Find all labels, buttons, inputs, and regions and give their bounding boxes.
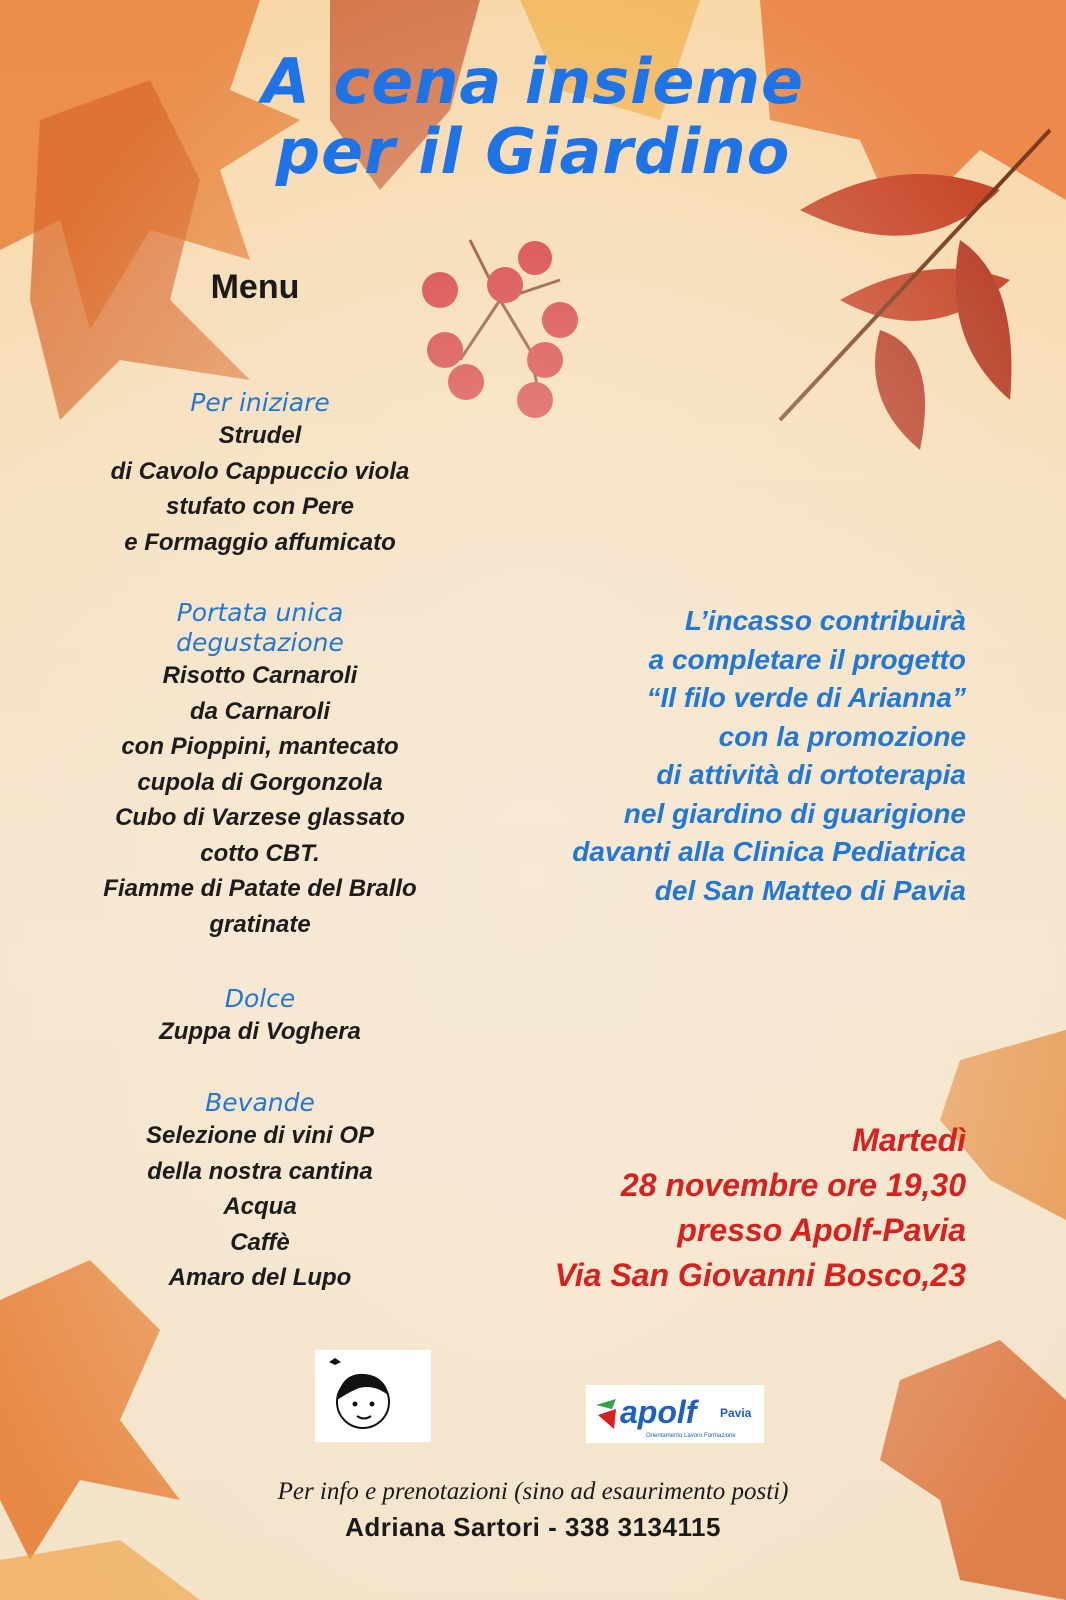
menu-section-dessert [50, 984, 470, 1050]
apolf-tagline: Orientamento Lavoro Formazione [646, 1433, 736, 1439]
footer-contact: Adriana Sartori - 338 3134115 [345, 1512, 721, 1542]
apolf-logo-mark-icon [586, 1385, 764, 1443]
section-title: Per iniziare [190, 388, 330, 417]
menu-item: Strudel [218, 422, 302, 449]
menu-section-starter [50, 388, 470, 560]
menu-item: Amaro del Lupo [168, 1264, 352, 1291]
footer-info: Per info e prenotazioni (sino ad esaurimento posti) [277, 1478, 789, 1505]
title-line-1: A cena insieme [261, 45, 805, 118]
menu-item: Selezione di vini OP [145, 1122, 375, 1149]
menu-item: Fiamme di Patate del Brallo [103, 875, 417, 902]
menu-section-main [50, 598, 470, 942]
menu-item: della nostra cantina [147, 1157, 373, 1185]
title-line-2: per il Giardino [275, 115, 791, 188]
project-line: “Il filo verde di Arianna” [646, 682, 966, 713]
project-line: nel giardino di guarigione [623, 797, 966, 829]
project-description [446, 602, 966, 910]
menu-item: stufato con Pere [165, 493, 355, 520]
event-venue: presso Apolf-Pavia [677, 1212, 966, 1248]
apolf-city: Pavia [720, 1406, 752, 1420]
project-line: con la promozione [718, 720, 966, 752]
arianna-cook-logo [315, 1350, 431, 1442]
section-title: Portata unica [176, 598, 344, 627]
project-line: a completare il progetto [648, 643, 966, 675]
section-title: Dolce [224, 984, 296, 1013]
menu-item: cupola di Gorgonzola [137, 768, 383, 796]
menu-heading: Menu [210, 268, 300, 306]
event-address: Via San Giovanni Bosco,23 [554, 1257, 966, 1293]
menu-item: Zuppa di Voghera [159, 1018, 361, 1045]
menu-section-drinks [50, 1088, 470, 1296]
project-line: del San Matteo di Pavia [654, 874, 966, 906]
project-line: di attività di ortoterapia [656, 759, 966, 790]
apolf-logo [586, 1385, 764, 1443]
apolf-name: apolf [620, 1394, 697, 1430]
menu-item: Cubo di Varzese glassato [115, 804, 405, 831]
menu-item: e Formaggio affumicato [124, 528, 396, 556]
event-day: Martedì [852, 1122, 966, 1158]
project-line: davanti alla Clinica Pediatrica [572, 836, 966, 867]
menu-item: cotto CBT. [200, 839, 320, 867]
event-details [446, 1118, 966, 1298]
project-line: L’incasso contribuirà [684, 605, 966, 636]
menu-item: Risotto Carnaroli [162, 662, 358, 689]
menu-item: Acqua [223, 1193, 297, 1220]
menu-item: di Cavolo Cappuccio viola [110, 457, 410, 485]
menu-item: Caffè [230, 1228, 290, 1256]
section-title: Bevande [205, 1088, 315, 1117]
section-title: degustazione [176, 628, 344, 657]
menu-item: gratinate [209, 910, 311, 938]
menu-item: da Carnaroli [189, 697, 331, 725]
menu-item: con Pioppini, mantecato [121, 733, 399, 760]
girl-face-icon [315, 1350, 431, 1442]
event-date-time: 28 novembre ore 19,30 [620, 1167, 966, 1203]
